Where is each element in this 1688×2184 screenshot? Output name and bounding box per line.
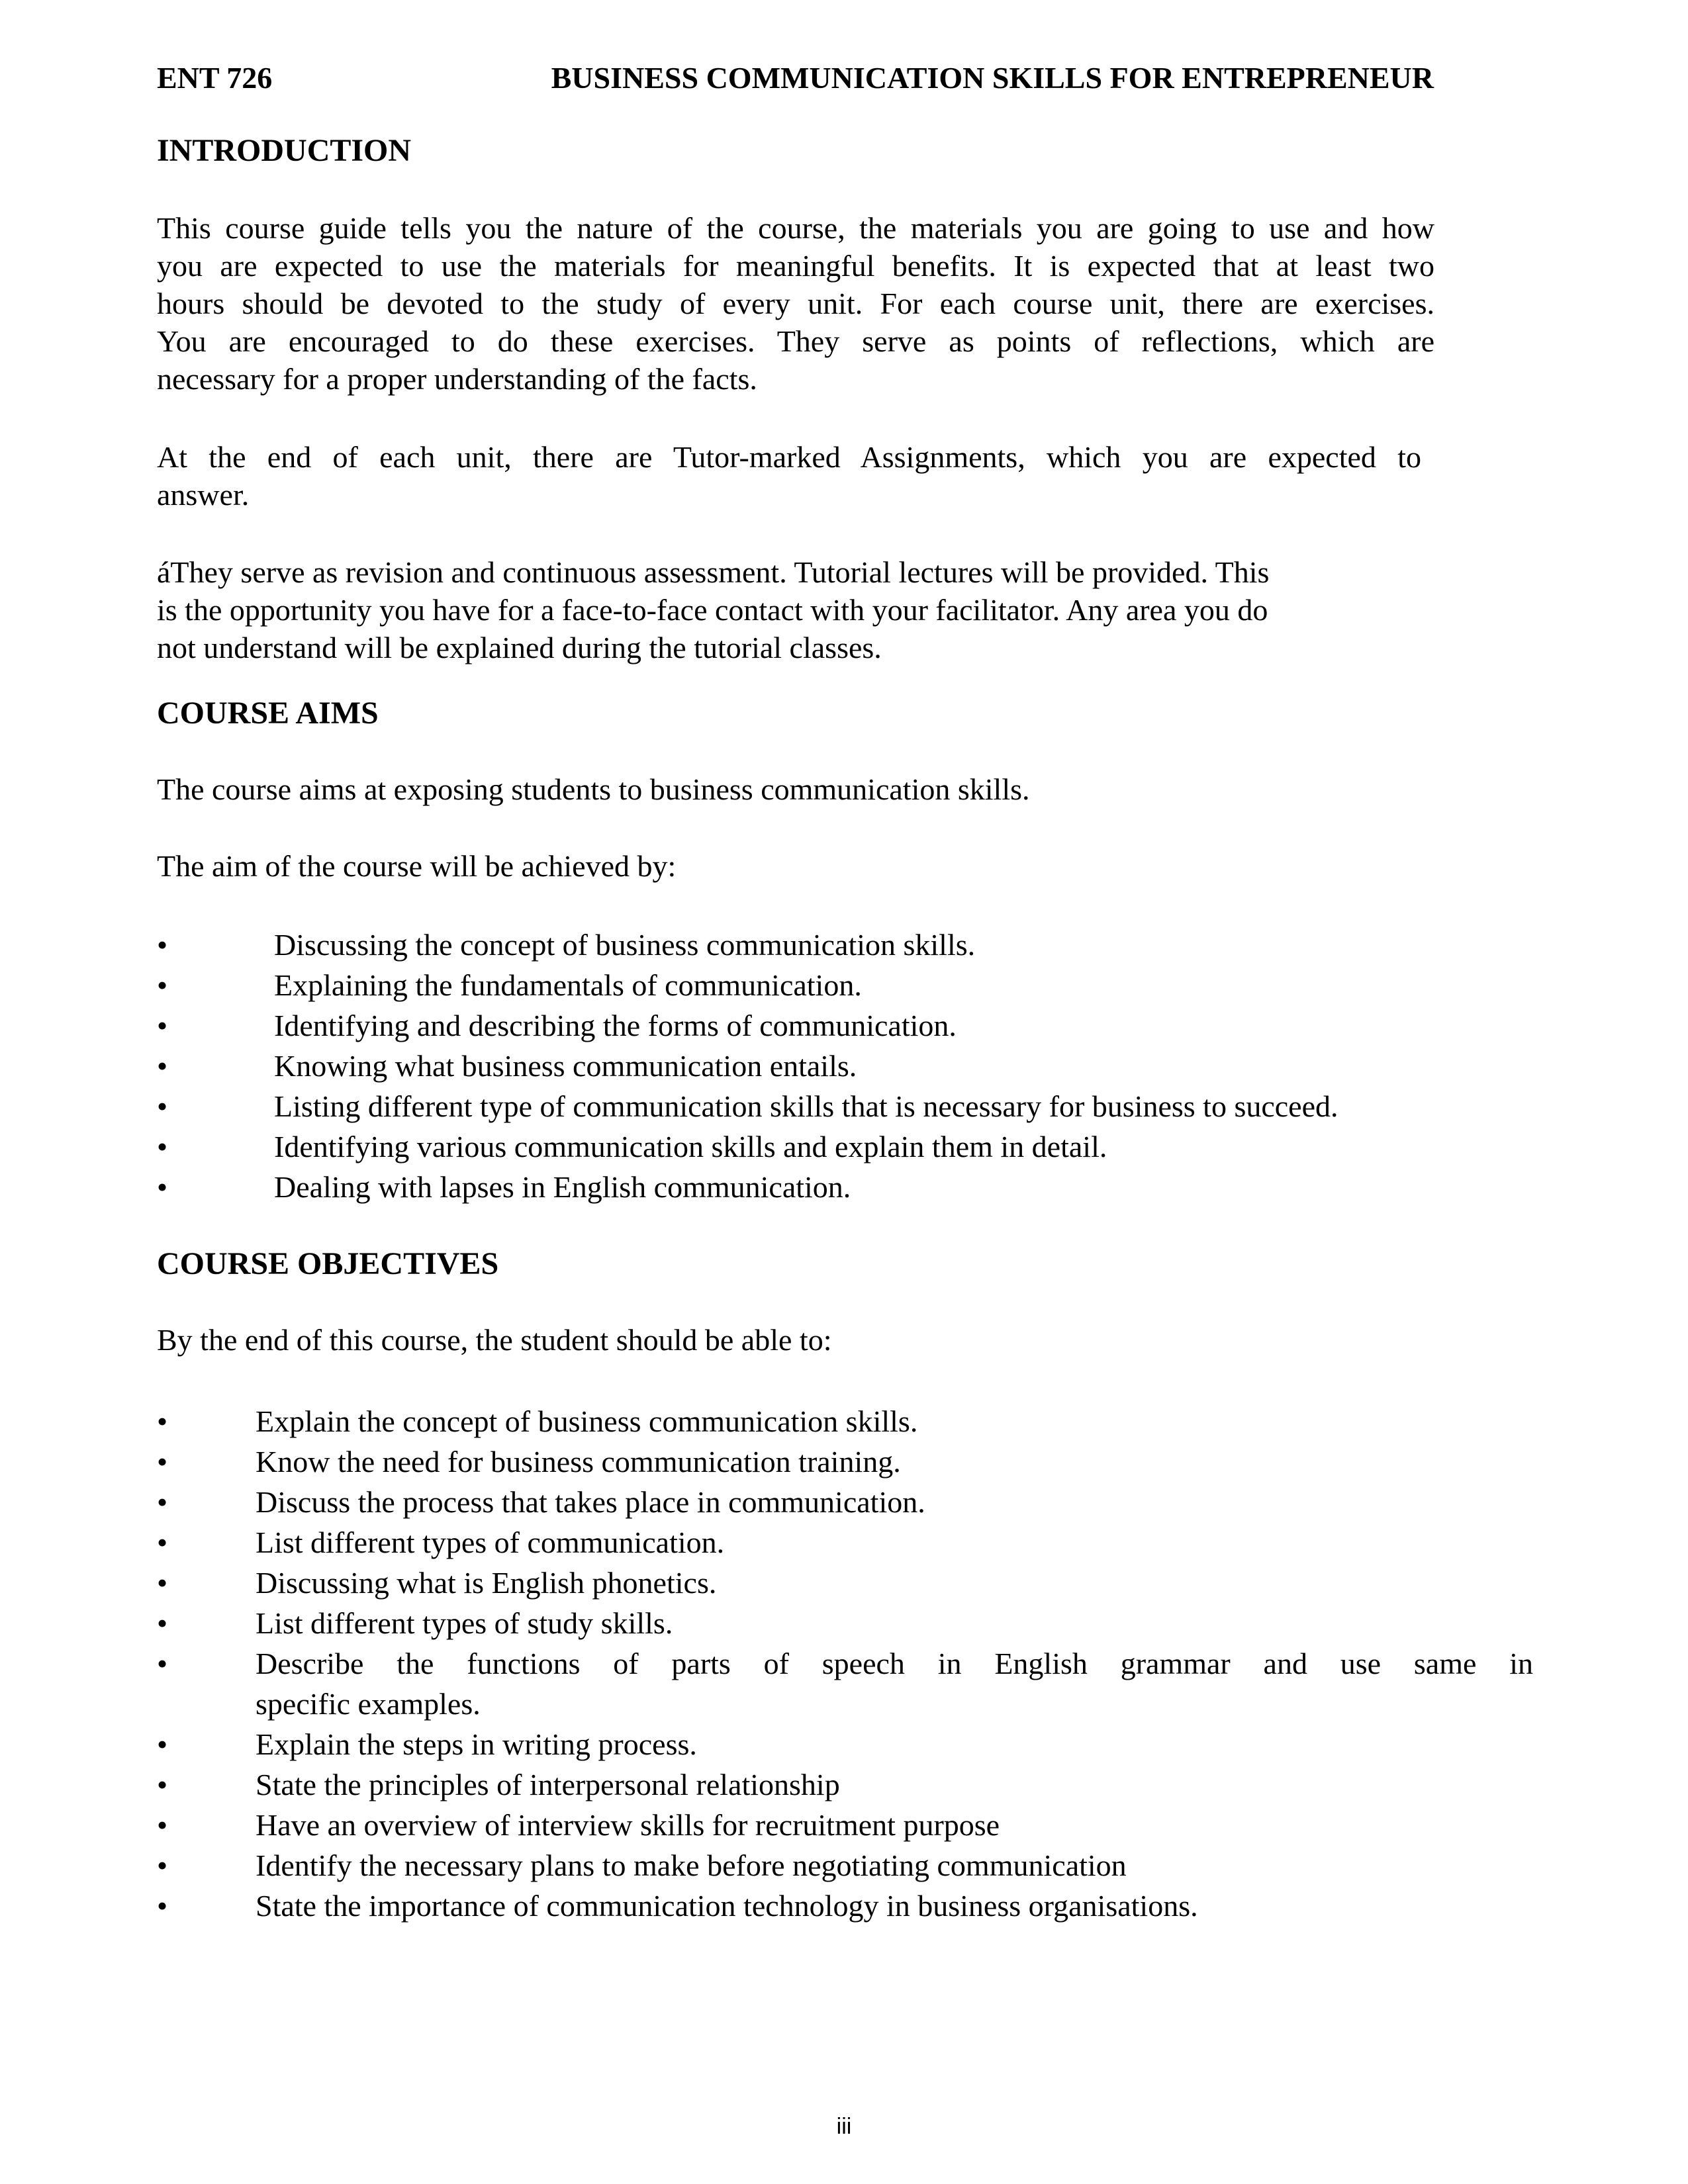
bullet-icon: • — [157, 1089, 168, 1123]
bullet-icon: • — [157, 1566, 168, 1600]
course-objectives-heading: COURSE OBJECTIVES — [157, 1246, 499, 1281]
list-item-line: specific examples. — [256, 1687, 481, 1721]
course-aims-intro: The course aims at exposing students to business communication skills. — [157, 772, 1030, 806]
list-item-text: Discussing what is English phonetics. — [256, 1566, 717, 1600]
paragraph-line: You are encouraged to do these exercises. They serve as points of reflections, which are — [157, 324, 1434, 358]
bullet-icon: • — [157, 1606, 168, 1640]
bullet-icon: • — [157, 1647, 168, 1680]
list-item-text: Identifying and describing the forms of communication. — [274, 1009, 957, 1042]
paragraph-line: is the opportunity you have for a face-to-face contact with your facilitator. Any area you do — [157, 593, 1268, 627]
list-item — [157, 1603, 1533, 1643]
list-item — [157, 965, 1338, 1005]
list-item-text: Identify the necessary plans to make before negotiating communication — [256, 1848, 1127, 1882]
bullet-icon: • — [157, 1445, 168, 1479]
paragraph-line: not understand will be explained during the tutorial classes. — [157, 631, 882, 664]
paragraph-line: answer. — [157, 478, 250, 512]
list-item-text: State the importance of communication technology in business organisations. — [256, 1889, 1198, 1923]
bullet-icon: • — [157, 1404, 168, 1438]
list-item — [157, 1167, 1338, 1207]
list-item-text: Have an overview of interview skills for recruitment purpose — [256, 1808, 1000, 1842]
bullet-icon: • — [157, 968, 168, 1002]
introduction-paragraph-2 — [157, 438, 1421, 514]
page-number: iii — [836, 2114, 852, 2139]
list-item-text: Explaining the fundamentals of communication. — [274, 968, 862, 1002]
paragraph-line: This course guide tells you the nature of the course, the materials you are going to use and how — [157, 211, 1434, 245]
list-item — [157, 1643, 1533, 1724]
introduction-paragraph-3 — [157, 553, 1388, 666]
list-item — [157, 1845, 1533, 1886]
list-item — [157, 925, 1338, 965]
list-item — [157, 1482, 1533, 1522]
bullet-icon: • — [157, 1808, 168, 1842]
list-item — [157, 1764, 1533, 1805]
list-item — [157, 1126, 1338, 1167]
list-item-text: List different types of study skills. — [256, 1606, 673, 1640]
paragraph-line: you are expected to use the materials for meaningful benefits. It is expected that at least two — [157, 249, 1434, 283]
list-item — [157, 1522, 1533, 1563]
bullet-icon: • — [157, 1130, 168, 1163]
list-item-text: State the principles of interpersonal relationship — [256, 1768, 840, 1801]
list-item — [157, 1005, 1338, 1046]
bullet-icon: • — [157, 1485, 168, 1519]
course-code: ENT 726 — [157, 61, 273, 95]
bullet-icon: • — [157, 1170, 168, 1204]
bullet-icon: • — [157, 1727, 168, 1761]
list-item-line: Describe the functions of parts of speech in English grammar and use same in — [256, 1647, 1533, 1680]
paragraph-line: necessary for a proper understanding of the facts. — [157, 362, 757, 396]
course-objectives-list — [157, 1401, 1533, 1926]
paragraph-line: áThey serve as revision and continuous assessment. Tutorial lectures will be provided. This — [157, 555, 1270, 589]
list-item-text: Knowing what business communication entails. — [274, 1049, 857, 1083]
list-item — [157, 1401, 1533, 1441]
course-aims-heading: COURSE AIMS — [157, 696, 379, 731]
list-item-text: Explain the steps in writing process. — [256, 1727, 697, 1761]
course-title: BUSINESS COMMUNICATION SKILLS FOR ENTREPRENEUR — [551, 61, 1434, 95]
list-item-text: Explain the concept of business communication skills. — [256, 1404, 918, 1438]
list-item-text: Identifying various communication skills and explain them in detail. — [274, 1130, 1107, 1163]
list-item — [157, 1086, 1338, 1126]
introduction-heading: INTRODUCTION — [157, 133, 412, 168]
paragraph-line: hours should be devoted to the study of every unit. For each course unit, there are exercises. — [157, 287, 1434, 320]
bullet-icon: • — [157, 1049, 168, 1083]
list-item — [157, 1441, 1533, 1482]
list-item-text: List different types of communication. — [256, 1525, 725, 1559]
list-item-text: Listing different type of communication skills that is necessary for business to succeed. — [274, 1089, 1338, 1123]
course-aims-list — [157, 925, 1338, 1207]
list-item-text — [256, 1643, 1533, 1724]
list-item — [157, 1724, 1533, 1764]
list-item — [157, 1805, 1533, 1845]
list-item-text: Discuss the process that takes place in communication. — [256, 1485, 925, 1519]
bullet-icon: • — [157, 1525, 168, 1559]
course-objectives-lead: By the end of this course, the student should be able to: — [157, 1323, 832, 1357]
course-aims-lead: The aim of the course will be achieved by: — [157, 849, 677, 883]
list-item-text: Know the need for business communication training. — [256, 1445, 901, 1479]
bullet-icon: • — [157, 1889, 168, 1923]
paragraph-line: At the end of each unit, there are Tutor-marked Assignments, which you are expected to — [157, 440, 1421, 474]
bullet-icon: • — [157, 928, 168, 962]
list-item-text: Dealing with lapses in English communication. — [274, 1170, 851, 1204]
introduction-paragraph-1 — [157, 209, 1434, 398]
list-item — [157, 1563, 1533, 1603]
list-item-text: Discussing the concept of business communication skills. — [274, 928, 976, 962]
bullet-icon: • — [157, 1768, 168, 1801]
list-item — [157, 1886, 1533, 1926]
bullet-icon: • — [157, 1848, 168, 1882]
list-item — [157, 1046, 1338, 1086]
bullet-icon: • — [157, 1009, 168, 1042]
